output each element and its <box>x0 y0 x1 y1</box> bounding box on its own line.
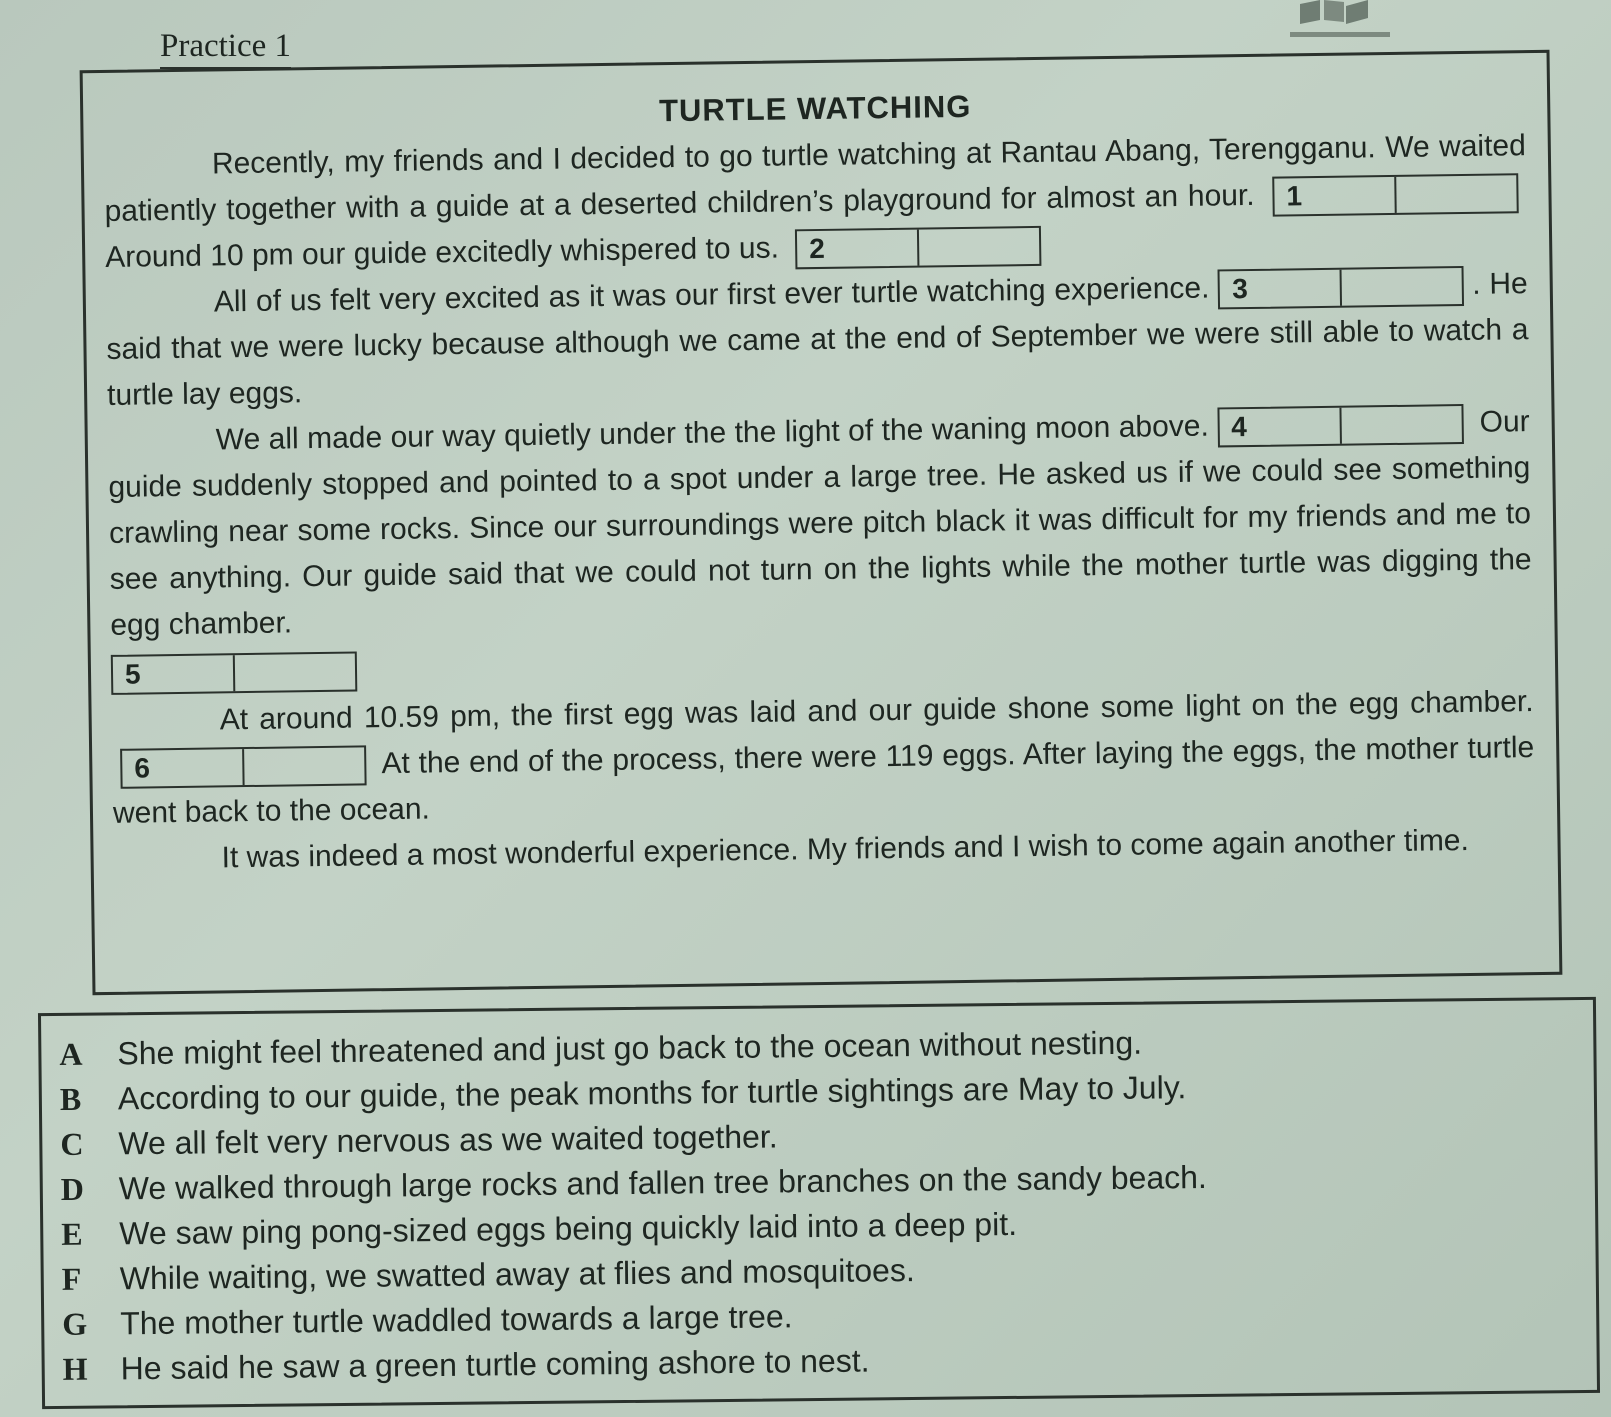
option-letter: B <box>59 1080 82 1117</box>
option-text: He said he saw a green turtle coming ashore to nest. <box>120 1342 870 1387</box>
gap-6-box[interactable] <box>120 745 367 788</box>
gap-4-number: 4 <box>1219 408 1341 446</box>
paragraph-4-text: It was indeed a most wonderful experience. My friends and I wish to come again another time. <box>221 823 1470 875</box>
options-box <box>38 997 1600 1409</box>
option-letter: E <box>61 1215 83 1252</box>
passage-box <box>80 50 1563 995</box>
option-text: We saw ping pong-sized eggs being quickly laid into a deep pit. <box>119 1205 1018 1252</box>
publisher-logo-icon <box>1280 0 1400 42</box>
gap-1-number: 1 <box>1274 177 1396 215</box>
paragraph-1-text-a: Recently, my friends and I decided to go turtle watching at Rantau Abang, Terengganu. We waited patiently together with a guide at a deserted children’s playground for almost an hour. <box>104 129 1527 228</box>
passage-title: TURTLE WATCHING <box>658 88 972 129</box>
paragraph-3-text-a: We all made our way quietly under the the light of the waning moon above. <box>215 409 1210 457</box>
option-letter: C <box>60 1125 84 1162</box>
gap-5-box[interactable] <box>111 652 358 695</box>
gap-5-number: 5 <box>113 655 235 693</box>
option-text: We walked through large rocks and fallen tree branches on the sandy beach. <box>118 1158 1208 1207</box>
option-letter: F <box>61 1260 82 1297</box>
option-text: She might feel threatened and just go back to the ocean without nesting. <box>117 1024 1143 1072</box>
option-text: We all felt very nervous as we waited together. <box>118 1118 778 1162</box>
gap-3-number: 3 <box>1220 270 1342 308</box>
option-letter: G <box>62 1305 88 1342</box>
paragraph-3-text-b: Our guide suddenly stopped and pointed to a spot under a large tree. He asked us if we could see something crawling near some rocks. Since our surroundings were pitch black it was difficult for my friends and me to see anything. Our guide said that we could not turn on the lights while the mother turtle was digging the egg chamber. <box>108 405 1532 642</box>
page-heading: Practice 1 <box>160 28 291 69</box>
gap-6-number: 6 <box>122 749 244 787</box>
option-letter: A <box>59 1035 83 1072</box>
gap-4-box[interactable] <box>1217 404 1464 447</box>
paragraph-1 <box>84 123 1550 281</box>
option-text: The mother turtle waddled towards a large tree. <box>120 1298 793 1342</box>
gap-3-box[interactable] <box>1218 266 1465 309</box>
paragraph-3-text-c: At around 10.59 pm, the first egg was laid and our guide shone some light on the egg chamber. <box>219 685 1534 737</box>
paragraph-2-text-b: . He said that we were lucky because although we came at the end of September we were still able to watch a turtle lay eggs. <box>106 267 1529 412</box>
gap-2-number: 2 <box>797 230 919 268</box>
option-letter: H <box>62 1350 88 1387</box>
paragraph-3 <box>87 399 1557 837</box>
paragraph-2-text-a: All of us felt very excited as it was our first ever turtle watching experience. <box>213 271 1210 319</box>
paragraph-3-text-d: At the end of the process, there were 119 eggs. After laying the eggs, the mother turtle went back to the ocean. <box>112 731 1535 830</box>
option-text: According to our guide, the peak months for turtle sightings are May to July. <box>117 1069 1187 1117</box>
paragraph-1-text-b: Around 10 pm our guide excitedly whispered to us. <box>104 231 780 274</box>
option-text: While waiting, we swatted away at flies and mosquitoes. <box>119 1252 915 1297</box>
gap-2-box[interactable] <box>795 226 1042 269</box>
paragraph-2 <box>86 261 1552 419</box>
gap-1-box[interactable] <box>1272 173 1519 216</box>
option-letter: D <box>60 1170 85 1207</box>
